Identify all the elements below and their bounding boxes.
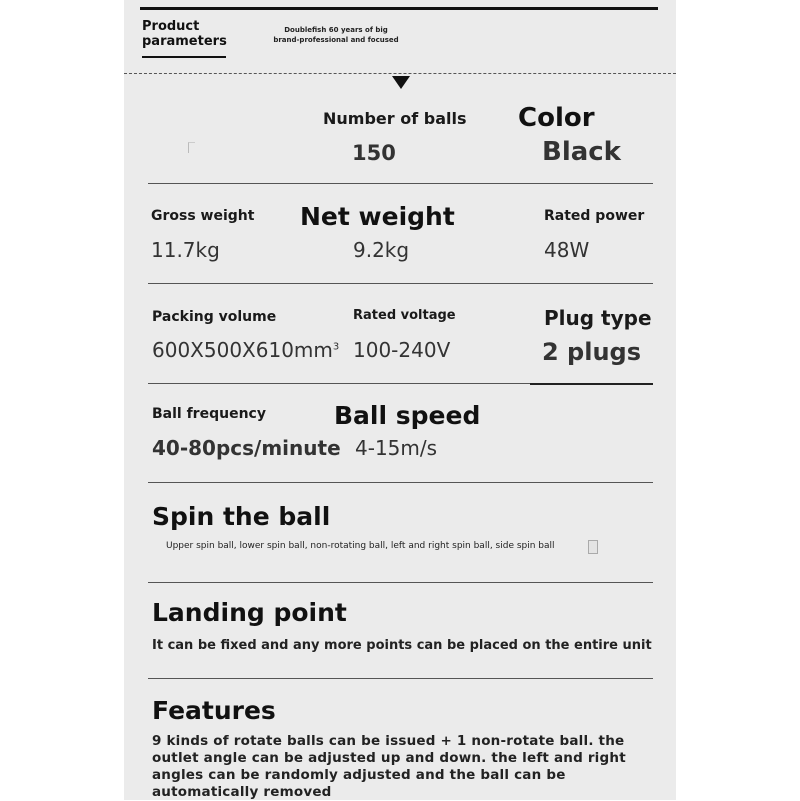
plug-type-value: 2 plugs <box>542 338 642 366</box>
gross-weight-label: Gross weight <box>151 208 255 224</box>
landing-description: It can be fixed and any more points can be placed on the entire unit <box>152 638 652 653</box>
spin-description: Upper spin ball, lower spin ball, non-rotating ball, left and right spin ball, side spin ball <box>166 541 555 551</box>
rated-voltage-label: Rated voltage <box>353 308 456 323</box>
features-description: 9 kinds of rotate balls can be issued + 1 non-rotate ball. the outlet angle can be adjusted up and down. the left and right angles can be randomly adjusted and the ball can be automatically removed <box>152 733 626 800</box>
rated-power-value: 48W <box>544 238 590 262</box>
features-title: Features <box>152 696 276 725</box>
row-divider <box>148 283 653 284</box>
ball-speed-value: 4-15m/s <box>355 436 438 460</box>
plug-type-label: Plug type <box>544 306 652 330</box>
ball-frequency-label: Ball frequency <box>152 406 266 422</box>
row-divider <box>148 482 653 483</box>
net-weight-label: Net weight <box>300 202 455 231</box>
row-divider <box>148 183 653 184</box>
color-label: Color <box>518 103 595 133</box>
landing-title: Landing point <box>152 598 347 627</box>
ball-frequency-value: 40-80pcs/minute <box>152 436 341 460</box>
row-divider <box>148 582 653 583</box>
number-of-balls-value: 150 <box>352 141 396 165</box>
brand-tagline: Doublefish 60 years of big brand-professional and focused <box>273 26 399 44</box>
top-divider <box>140 7 658 10</box>
row-divider <box>148 678 653 679</box>
title-underline <box>142 56 226 58</box>
ball-speed-label: Ball speed <box>334 401 481 430</box>
rated-power-label: Rated power <box>544 208 645 224</box>
net-weight-value: 9.2kg <box>353 238 410 262</box>
packing-volume-label: Packing volume <box>152 309 277 325</box>
row-divider <box>148 383 530 384</box>
faint-mark-icon <box>188 142 195 153</box>
small-glyph-icon <box>588 540 598 554</box>
dashed-divider <box>124 73 676 74</box>
down-arrow-icon <box>392 76 410 89</box>
color-value: Black <box>542 137 621 167</box>
rated-voltage-value: 100-240V <box>353 338 451 362</box>
row-divider-accent <box>530 383 653 385</box>
packing-volume-value: $600X500X610mm^3$ <box>152 338 340 362</box>
spin-title: Spin the ball <box>152 502 331 531</box>
number-of-balls-label: Number of balls <box>323 109 467 128</box>
gross-weight-value: 11.7kg <box>151 238 220 262</box>
section-title: Product parameters <box>142 19 227 49</box>
